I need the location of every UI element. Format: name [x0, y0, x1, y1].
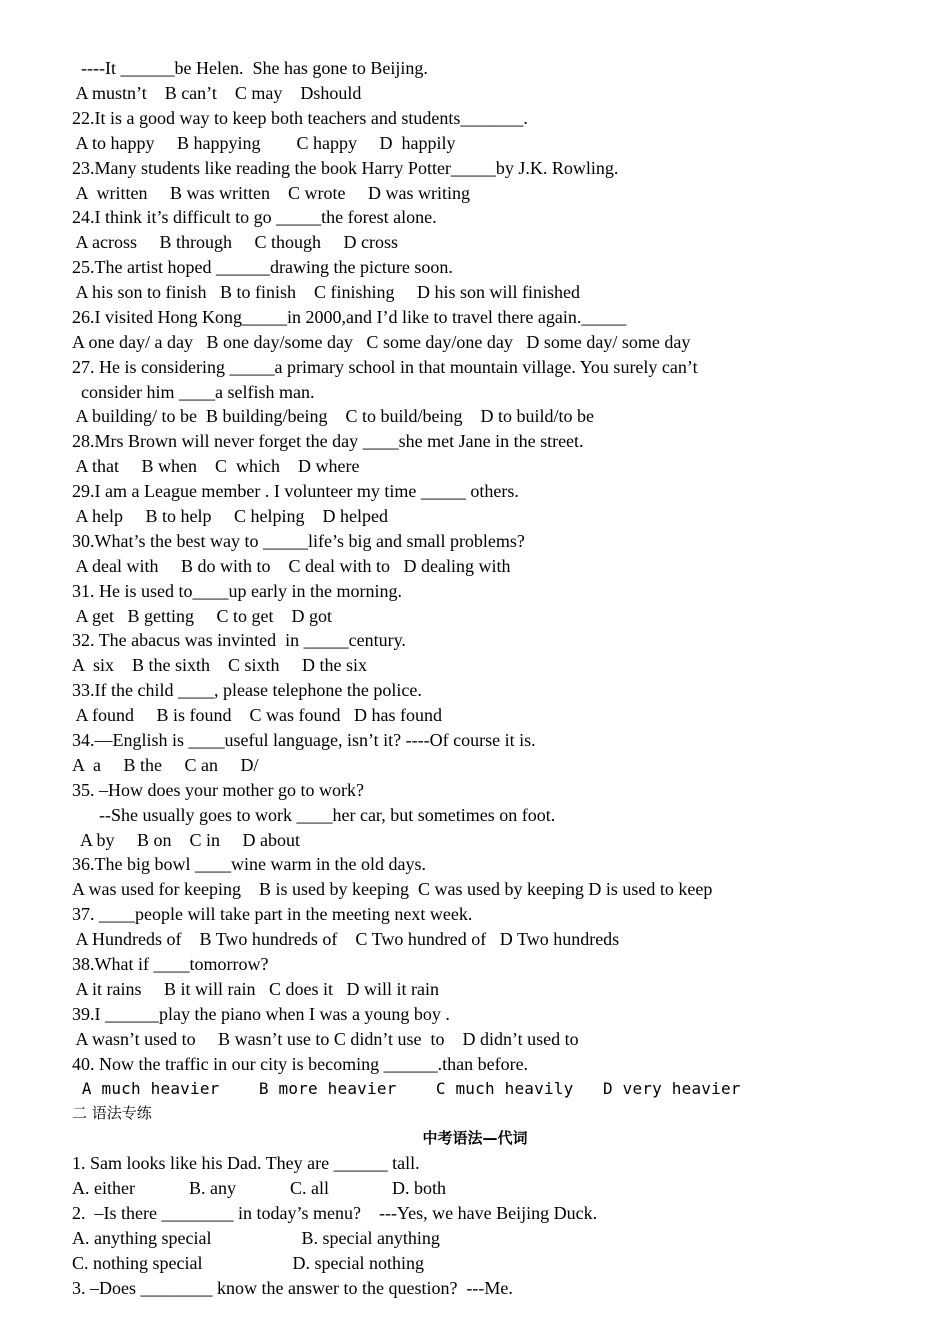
text-line: A found B is found C was found D has found	[72, 705, 442, 725]
text-line: 30.What’s the best way to _____life’s big and small problems?	[72, 531, 525, 551]
text-line: consider him ____a selfish man.	[72, 382, 315, 402]
text-line: 2. –Is there ________ in today’s menu? ---Yes, we have Beijing Duck.	[72, 1203, 598, 1223]
text-line: 23.Many students like reading the book Harry Potter_____by J.K. Rowling.	[72, 158, 619, 178]
text-line: C. nothing special D. special nothing	[72, 1253, 424, 1273]
text-line: A. anything special B. special anything	[72, 1228, 440, 1248]
text-line: A building/ to be B building/being C to build/being D to build/to be	[72, 406, 594, 426]
text-line: 32. The abacus was invinted in _____century.	[72, 630, 406, 650]
text-line: 39.I ______play the piano when I was a young boy .	[72, 1004, 450, 1024]
text-line: A help B to help C helping D helped	[72, 506, 388, 526]
text-line: 29.I am a League member . I volunteer my time _____ others.	[72, 481, 519, 501]
text-line: A a B the C an D/	[72, 755, 259, 775]
text-line: 37. ____people will take part in the meeting next week.	[72, 904, 473, 924]
text-line: A by B on C in D about	[72, 830, 301, 850]
text-line: A to happy B happying C happy D happily	[72, 133, 456, 153]
text-line: A was used for keeping B is used by keeping C was used by keeping D is used to keep	[72, 879, 713, 899]
text-line: 38.What if ____tomorrow?	[72, 954, 269, 974]
text-line: A wasn’t used to B wasn’t use to C didn’t use to D didn’t used to	[72, 1029, 579, 1049]
text-line: 31. He is used to____up early in the morning.	[72, 581, 402, 601]
q40-options: A much heavier B more heavier C much heavily D very heavier	[72, 1079, 741, 1098]
text-line: A across B through C though D cross	[72, 232, 398, 252]
text-line: A his son to finish B to finish C finishing D his son will finished	[72, 282, 581, 302]
text-line: 36.The big bowl ____wine warm in the old days.	[72, 854, 426, 874]
text-line: A Hundreds of B Two hundreds of C Two hundred of D Two hundreds	[72, 929, 620, 949]
text-line: 35. –How does your mother go to work?	[72, 780, 364, 800]
text-line: --She usually goes to work ____her car, but sometimes on foot.	[72, 805, 556, 825]
text-line: A it rains B it will rain C does it D will it rain	[72, 979, 439, 999]
text-line: 40. Now the traffic in our city is becoming ______.than before.	[72, 1054, 529, 1074]
text-line: 26.I visited Hong Kong_____in 2000,and I’d like to travel there again._____	[72, 307, 627, 327]
text-line: ----It ______be Helen. She has gone to Beijing.	[72, 58, 428, 78]
text-line: A written B was written C wrote D was writing	[72, 183, 470, 203]
section-title: 二 语法专练	[72, 1104, 152, 1122]
text-line: 22.It is a good way to keep both teachers and students_______.	[72, 108, 528, 128]
text-line: 24.I think it’s difficult to go _____the forest alone.	[72, 207, 437, 227]
section-heading: 中考语法—代词	[422, 1129, 528, 1147]
text-line: 25.The artist hoped ______drawing the picture soon.	[72, 257, 453, 277]
text-line: A mustn’t B can’t C may Dshould	[72, 83, 362, 103]
text-line: A deal with B do with to C deal with to D dealing with	[72, 556, 511, 576]
text-line: 27. He is considering _____a primary school in that mountain village. You surely can’t	[72, 357, 698, 377]
text-line: 3. –Does ________ know the answer to the question? ---Me.	[72, 1278, 513, 1298]
text-line: A get B getting C to get D got	[72, 606, 332, 626]
text-line: 34.—English is ____useful language, isn’t it? ----Of course it is.	[72, 730, 536, 750]
text-line: A. either B. any C. all D. both	[72, 1178, 446, 1198]
text-line: A that B when C which D where	[72, 456, 360, 476]
text-line: 1. Sam looks like his Dad. They are ______ tall.	[72, 1153, 420, 1173]
text-line: A six B the sixth C sixth D the six	[72, 655, 368, 675]
text-line: A one day/ a day B one day/some day C some day/one day D some day/ some day	[72, 332, 691, 352]
text-line: 28.Mrs Brown will never forget the day ____she met Jane in the street.	[72, 431, 584, 451]
text-line: 33.If the child ____, please telephone the police.	[72, 680, 422, 700]
